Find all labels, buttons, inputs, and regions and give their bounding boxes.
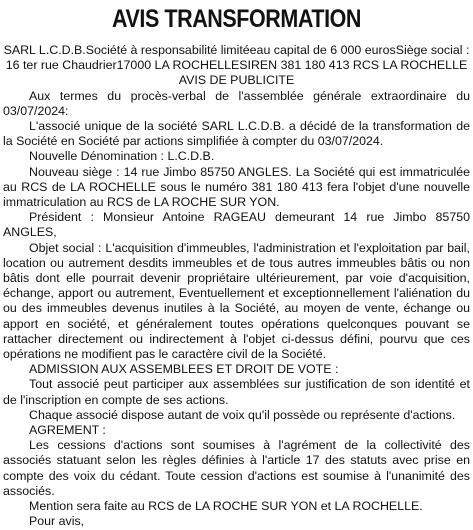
notice-type-heading: AVIS DE PUBLICITE — [178, 73, 295, 88]
share-transfer-rules: Les cessions d'actions sont soumises à l'agrément de la collectivité des associés statuant selon les règles définies à l'article 17 des statuts avec prise en compte des voix du cédant. Toute cession d'actions est soumise à l'unanimité des associés. — [3, 438, 470, 498]
president: Président : Monsieur Antoine RAGEAU demeurant 14 rue Jimbo 85750 ANGLES, — [3, 210, 470, 240]
company-identification: SARL L.C.D.B.Société à responsabilité limitéeau capital de 6 000 eurosSiège social : 16 ter rue Chaudrier17000 LA ROCHELLESIREN 381 180 413 RCS LA ROCHELLE — [3, 43, 470, 73]
legal-notice — [3, 0, 470, 530]
transformation-decision: L'associé unique de la société SARL L.C.D.B. a décidé de la transformation de la Société en Société par actions simplifiée à compter du 03/07/2024. — [3, 119, 470, 149]
voting-rights: Chaque associé dispose autant de voix qu'il possède ou représente d'actions. — [29, 407, 456, 422]
new-name: Nouvelle Dénomination : L.C.D.B. — [29, 149, 215, 164]
assembly-participation: Tout associé peut participer aux assemblées sur justification de son identité et de l'inscription en compte de ses actions. — [3, 377, 470, 407]
notice-title: AVIS TRANSFORMATION — [111, 5, 362, 33]
minutes-reference: Aux termes du procès-verbal de l'assemblée générale extraordinaire du 03/07/2024: — [3, 88, 470, 118]
sign-off: Pour avis, — [29, 514, 85, 529]
corporate-purpose: Objet social : L'acquisition d'immeubles, l'administration et l'exploitation par bail, location ou autrement desdits immeubles et de tous autres immeubles bâtis ou non bâtis dont elle pourrait devenir propriétaire ultérieurement, par voie d'acquisition, échange, apport ou autrement, Eventuellement et exceptionnellement l'aliénation du ou des immeubles devenus inutiles à la Société, au moyen de vente, échange ou apport en société, et généralement toutes opérations quelconques pouvant se rattacher directement ou indirectement à l'objet ci-dessus défini, pourvu que ces opérations ne modifient pas le caractère civil de la Société. — [3, 240, 470, 362]
new-registered-office: Nouveau siège : 14 rue Jimbo 85750 ANGLES. La Société qui est immatriculée au RCS de LA ROCHELLE sous le numéro 381 180 413 fera l'objet d'une nouvelle immatriculation au RCS de LA ROCHE SUR YON. — [3, 164, 470, 210]
approval-heading: AGREMENT : — [29, 423, 106, 438]
assembly-admission-heading: ADMISSION AUX ASSEMBLEES ET DROIT DE VOTE : — [29, 362, 339, 377]
registry-mention: Mention sera faite au RCS de LA ROCHE SUR YON et LA ROCHELLE. — [29, 499, 423, 514]
